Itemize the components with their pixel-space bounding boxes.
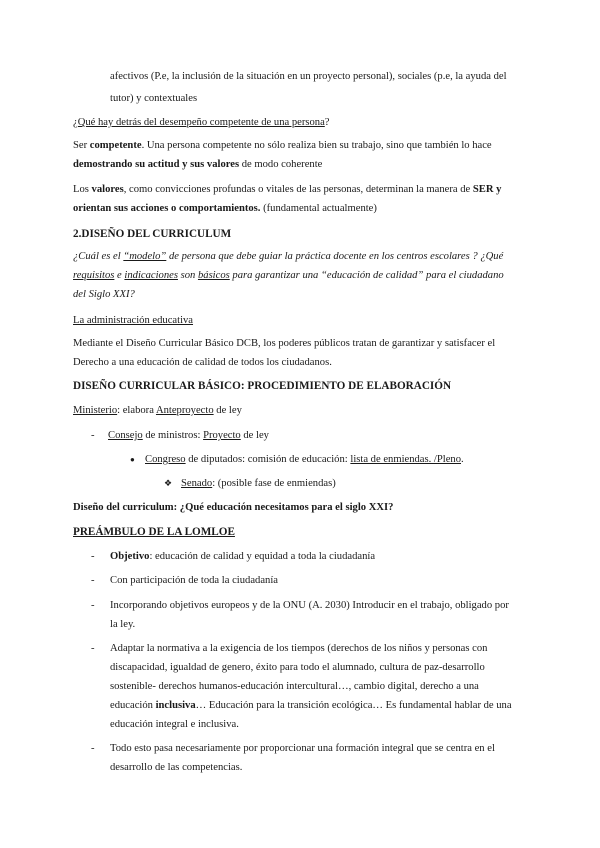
text: para garantizar una “educación de calidad” para el ciudadano — [229, 270, 504, 281]
text: Derecho a una educación de calidad de todos los ciudadanos. — [73, 357, 332, 368]
dash-glyph: - — [91, 600, 95, 611]
text: tutor) y contextuales — [110, 93, 198, 104]
text: afectivos (P.e, la inclusión de la situación en un proyecto personal), sociales (p.e, la ayuda del — [110, 71, 507, 82]
admin-heading — [73, 314, 193, 328]
procedure-congreso — [145, 453, 464, 467]
underlined-term: básicos — [197, 270, 230, 281]
dot-glyph: ● — [130, 455, 135, 464]
procedure-consejo — [108, 429, 269, 443]
text: de modo coherente — [239, 159, 323, 170]
dash-bullet — [91, 742, 95, 756]
text: la ley. — [110, 619, 136, 630]
competente-para-line-2 — [73, 158, 322, 172]
underlined-term: Anteproyecto — [155, 405, 214, 416]
dcb-heading — [73, 379, 451, 393]
dash-bullet — [91, 429, 95, 443]
underlined-term: Congreso — [145, 454, 186, 465]
text: Los — [73, 184, 92, 195]
lomloe-item-adaptar-line-4 — [110, 699, 512, 713]
heading-text: La administración educativa — [73, 315, 194, 326]
lomloe-item-adaptar-line-5 — [110, 718, 239, 732]
text: … Educación para la transición ecológica… Es fundamental hablar de una — [195, 700, 512, 711]
text: Adaptar la normativa a la exigencia de los tiempos (derechos de los niños y personas con — [110, 643, 488, 654]
procedure-senado — [181, 477, 336, 491]
text: : elabora — [117, 405, 156, 416]
dash-glyph: - — [91, 643, 95, 654]
text: : educación de calidad y equidad a toda la ciudadanía — [149, 551, 376, 562]
italic-question-line-3 — [73, 288, 135, 302]
dash-glyph: - — [91, 551, 95, 562]
bold-term: demostrando su actitud y sus valores — [73, 159, 240, 170]
admin-para-line-2 — [73, 356, 332, 370]
dash-glyph: - — [91, 743, 95, 754]
valores-para-line-1 — [73, 183, 501, 197]
underlined-term: lista de enmiendas. /Pleno — [350, 454, 461, 465]
valores-para-line-2 — [73, 202, 377, 216]
dot-bullet — [130, 453, 135, 467]
bold-term: Objetivo — [110, 551, 150, 562]
underlined-term: Ministerio — [73, 405, 118, 416]
text: educación integral e inclusiva. — [110, 719, 239, 730]
text: e — [114, 270, 125, 281]
heading-text: Diseño del curriculum: ¿Qué educación necesitamos para el siglo XXI? — [73, 502, 394, 513]
underlined-term: indicaciones — [124, 270, 178, 281]
heading-text: DISEÑO CURRICULAR BÁSICO: PROCEDIMIENTO DE ELABORACIÓN — [73, 380, 452, 392]
text: discapacidad, igualdad de genero, éxito para todo el alumnado, cultura de paz-desarrollo — [110, 662, 485, 673]
bold-term: competente — [89, 140, 142, 151]
underlined-term: “modelo” — [123, 251, 167, 262]
section-2-title — [73, 227, 231, 241]
text: desarrollo de las competencias. — [110, 762, 243, 773]
text: de ley — [213, 405, 242, 416]
bold-term: valores — [91, 184, 124, 195]
question-mark: ? — [324, 117, 330, 128]
text: . Una persona competente no sólo realiza bien su trabajo, sino que también lo hace — [141, 140, 492, 151]
underlined-term: Senado — [181, 478, 213, 489]
question-text: ¿Qué hay detrás del desempeño competente de una persona — [73, 117, 325, 128]
diamond-glyph: ❖ — [164, 479, 173, 489]
text: de diputados: comisión de educación: — [185, 454, 351, 465]
lomloe-item-formacion-line-1 — [110, 742, 495, 756]
competente-para-line-1 — [73, 139, 492, 153]
text: Mediante el Diseño Curricular Básico DCB, los poderes públicos tratan de garantizar y satisfacer el — [73, 338, 496, 349]
bold-term: SER y — [472, 184, 502, 195]
lomloe-item-adaptar-line-2 — [110, 661, 485, 675]
lomloe-heading — [73, 525, 235, 539]
dash-bullet — [91, 550, 95, 564]
heading-text: 2.DISEÑO DEL CURRICULUM — [73, 228, 232, 240]
text: sostenible- derechos humanos-educación intercultural…, cambio digital, derecho a una — [110, 681, 479, 692]
underlined-term: requisitos — [73, 270, 115, 281]
dash-bullet — [91, 642, 95, 656]
text: del Siglo XXI? — [73, 289, 135, 300]
lomloe-item-objetivo — [110, 550, 375, 564]
lomloe-item-objetivos-line-1 — [110, 599, 509, 613]
dash-glyph: - — [91, 575, 95, 586]
text: de ministros: — [142, 430, 204, 441]
lomloe-item-participacion — [110, 574, 278, 588]
text: ¿Cuál es el — [73, 251, 124, 262]
lomloe-item-adaptar-line-1 — [110, 642, 487, 656]
lomloe-item-objetivos-line-2 — [110, 618, 135, 632]
bold-term: orientan sus acciones o comportamientos. — [73, 203, 261, 214]
lomloe-item-adaptar-line-3 — [110, 680, 479, 694]
text: : (posible fase de enmiendas) — [212, 478, 336, 489]
list-continuation-line-2 — [110, 92, 197, 106]
text: Con participación de toda la ciudadanía — [110, 575, 278, 586]
lomloe-item-formacion-line-2 — [110, 761, 242, 775]
bold-term: inclusiva — [155, 700, 196, 711]
italic-question-line-2 — [73, 269, 504, 283]
text: Ser — [73, 140, 90, 151]
text: de persona que debe guiar la práctica docente en los centros escolares ? ¿Qué — [166, 251, 504, 262]
underlined-term: Proyecto — [203, 430, 241, 441]
diseno-question — [73, 501, 393, 515]
question-competente — [73, 116, 330, 130]
dash-bullet — [91, 599, 95, 613]
text: educación — [110, 700, 156, 711]
text: . — [461, 454, 464, 465]
text: son — [177, 270, 198, 281]
text: de ley — [240, 430, 269, 441]
procedure-ministerio — [73, 404, 242, 418]
text: Incorporando objetivos europeos y de la ONU (A. 2030) Introducir en el trabajo, obligado por — [110, 600, 509, 611]
heading-text: PREÁMBULO DE LA LOMLOE — [73, 526, 235, 538]
text: Todo esto pasa necesariamente por proporcionar una formación integral que se centra en el — [110, 743, 495, 754]
italic-question-line-1 — [73, 250, 503, 264]
admin-para-line-1 — [73, 337, 495, 351]
text: , como convicciones profundas o vitales de las personas, determinan la manera de — [123, 184, 473, 195]
underlined-term: Consejo — [108, 430, 143, 441]
text: (fundamental actualmente) — [260, 203, 377, 214]
diamond-bullet — [164, 477, 172, 491]
dash-bullet — [91, 574, 95, 588]
list-continuation-line-1 — [110, 70, 507, 84]
dash-glyph: - — [91, 430, 95, 441]
